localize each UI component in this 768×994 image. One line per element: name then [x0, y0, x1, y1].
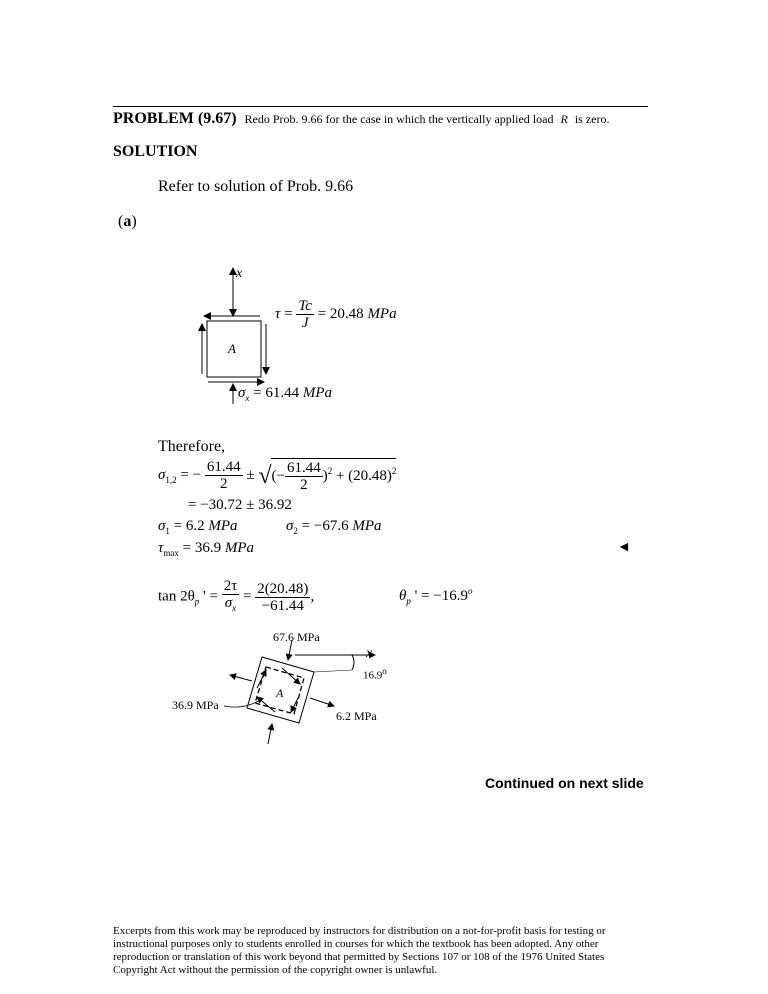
- continued-note: Continued on next slide: [485, 775, 644, 791]
- fig2-angle-label: 16.9$^o$: [363, 666, 387, 682]
- rotated-square: [247, 657, 314, 723]
- tau-max-result: $\tau_{max} = 36.9$ MPa: [158, 540, 255, 558]
- problem-header: [113, 110, 609, 128]
- fig2-top-label: 67.6 MPa: [273, 630, 320, 644]
- shear-arrow-3: [291, 694, 300, 712]
- sigma2-result: $\sigma_2 = -67.6$ MPa: [286, 518, 382, 536]
- angle-arc: [352, 655, 354, 670]
- problem-label: PROBLEM (9.67): [113, 110, 237, 127]
- top-compression-arrow: [288, 640, 292, 660]
- principal-stress-formula: $\sigma_{1,2}$ = − $\frac{61.44}{2}$ ± √(− $\frac{61.44}{2}$ )$^2 + (20.48)^2$: [158, 459, 397, 493]
- principal-stress-line2: = −30.72 ± 36.92: [188, 497, 292, 513]
- sigma1-result: $\sigma_1 = 6.2$ MPa: [158, 518, 238, 536]
- fig1-point-label: A: [228, 341, 236, 356]
- fig2-point-label: A: [276, 686, 284, 700]
- rotated-element-figure: [200, 640, 390, 750]
- fig2-right-label: 6.2 MPa: [336, 709, 377, 723]
- fig1-axis-label: x: [236, 266, 243, 281]
- fig2-axis-label: x: [366, 646, 373, 661]
- sigma-x-equation: $\sigma_x = 61.44$ MPa: [238, 385, 333, 403]
- angle-ref-line: [314, 670, 352, 672]
- refer-text: Refer to solution of Prob. 9.66: [158, 178, 354, 195]
- copyright-footer: Excerpts from this work may be reproduced by instructors for distribution on a not-for-profit basis for testing or instructional purposes only to students enrolled in courses for which the textbook has been adopted. Any other reproduction or translation of this work beyond that permitted by Sections 107 or 108 of the 1976 United States Copyright Act without the permission of the copyright owner is unlawful.: [113, 925, 606, 976]
- therefore-text: Therefore,: [158, 438, 226, 455]
- tan-angle-formula: $\tan 2\theta_p$ ' = $\frac{2\tau}{\sigma_x}$ = $\frac{2(20.48)}{-61.44}$ ,: [158, 578, 315, 614]
- header-rule: [113, 106, 648, 107]
- theta-p-result: $\theta_p$ ' = $-16.9^o$: [399, 586, 473, 606]
- problem-text-pre: Redo Prob. 9.66 for the case in which the vertically applied load: [244, 112, 554, 126]
- tau-equation: τ = $\frac{Tc}{J}$ = 20.48 MPa: [275, 298, 397, 331]
- problem-text-post: is zero.: [574, 112, 610, 126]
- fig2-left-label: 36.9 MPa: [172, 698, 219, 712]
- inner-shear-element: [255, 667, 304, 714]
- result-marker: ◄: [617, 540, 631, 555]
- problem-variable: R: [560, 112, 568, 126]
- bottom-compression-arrow: [268, 724, 272, 744]
- shear-arrow-4: [257, 670, 266, 688]
- left-tension-arrow: [230, 675, 252, 681]
- part-a-label: (a): [118, 213, 137, 230]
- solution-heading: SOLUTION: [113, 143, 198, 160]
- right-tension-arrow: [310, 698, 334, 706]
- left-label-leader: [224, 700, 260, 707]
